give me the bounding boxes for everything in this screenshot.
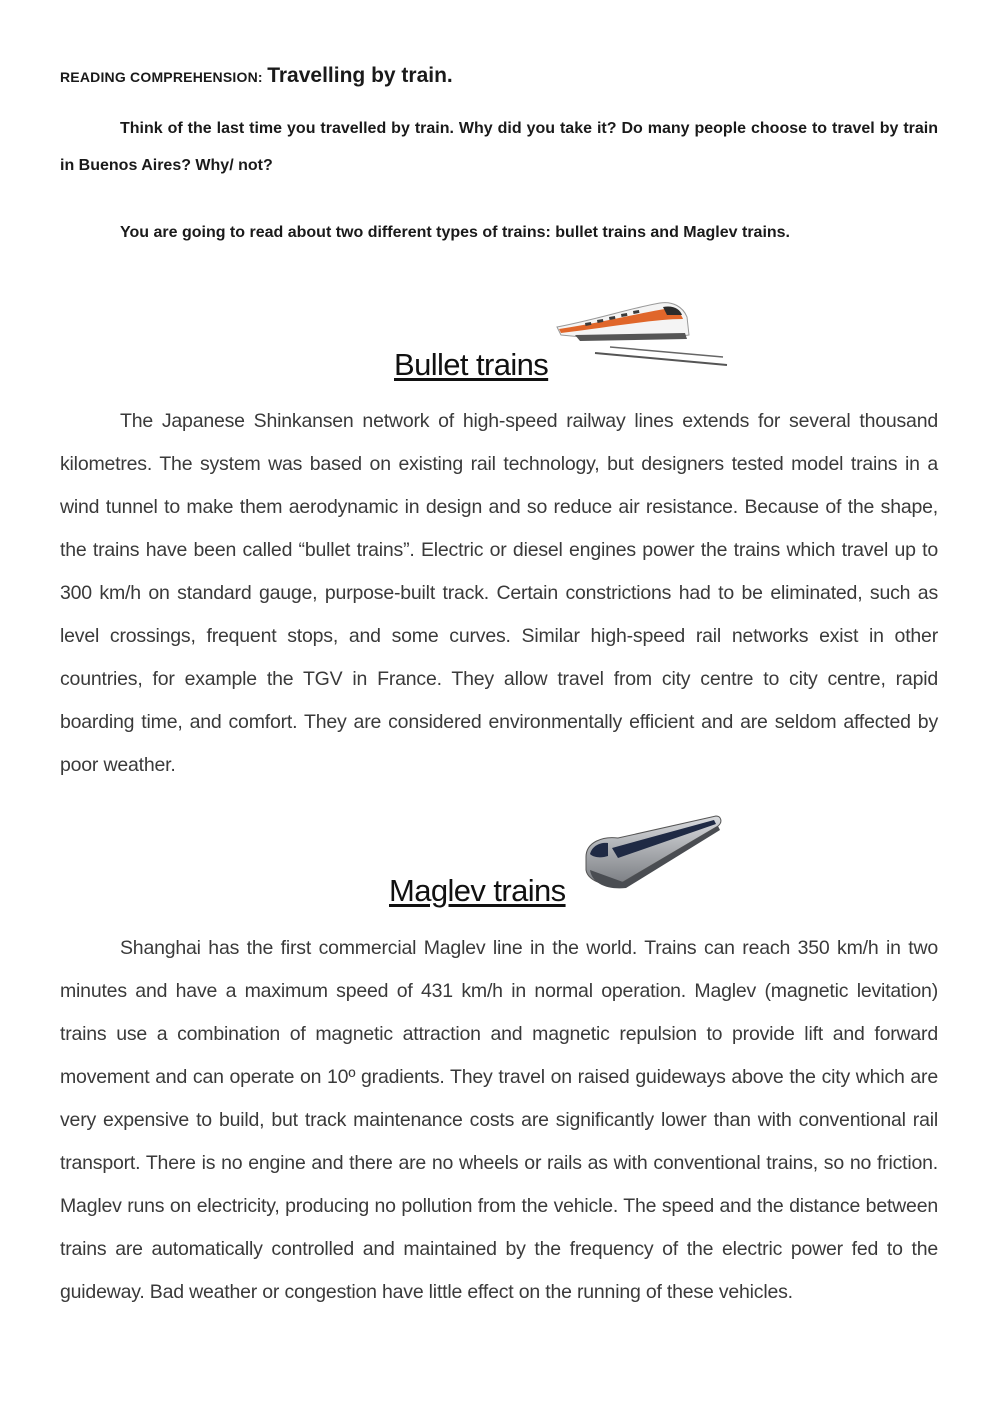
rail-line xyxy=(595,353,727,365)
heading-prefix: READING COMPREHENSION: xyxy=(60,69,263,85)
bullet-trains-title: Bullet trains xyxy=(394,347,549,382)
maglev-trains-title: Maglev trains xyxy=(389,873,566,908)
maglev-train-image xyxy=(578,812,723,890)
reading-intro: You are going to read about two different types of trains: bullet trains and Maglev trains. xyxy=(120,224,790,241)
bullet-trains-paragraph: The Japanese Shinkansen network of high-speed railway lines extends for several thousand kilometres. The system was based on existing rail technology, but designers tested model trains in a wind tunnel to make them aerodynamic in design and so reduce air resistance. Because of the shape, the trains have been called “bullet trains”. Electric or diesel engines power the trains which travel up to 300 km/h on standard gauge, purpose-built track. Certain constrictions had to be eliminated, such as level crossings, frequent stops, and some curves. Similar high-speed rail networks exist in other countries, for example the TGV in France. They allow travel from city centre to city centre, rapid boarding time, and comfort. They are considered environmentally efficient and are seldom affected by poor weather. xyxy=(60,410,938,776)
heading-title: Travelling by train. xyxy=(267,64,453,87)
maglev-trains-paragraph: Shanghai has the first commercial Maglev line in the world. Trains can reach 350 km/h in two minutes and have a maximum speed of 431 km/h in normal operation. Maglev (magnetic levitation) trains use a combination of magnetic attraction and magnetic repulsion to provide lift and forward movement and can operate on 10º gradients. They travel on raised guideways above the city which are very expensive to build, but track maintenance costs are significantly lower than with conventional rail transport. There is no engine and there are no wheels or rails as with conventional trains, so no friction. Maglev runs on electricity, producing no pollution from the vehicle. The speed and the distance between trains are automatically controlled and maintained by the frequency of the electric power fed to the guideway. Bad weather or congestion have little effect on the running of these vehicles. xyxy=(60,937,938,1303)
bullet-train-image xyxy=(555,295,730,370)
warmup-questions: Think of the last time you travelled by train. Why did you take it? Do many people choose to travel by train in Buenos Aires? Why/ not? xyxy=(60,120,938,174)
worksheet-heading xyxy=(60,64,453,88)
